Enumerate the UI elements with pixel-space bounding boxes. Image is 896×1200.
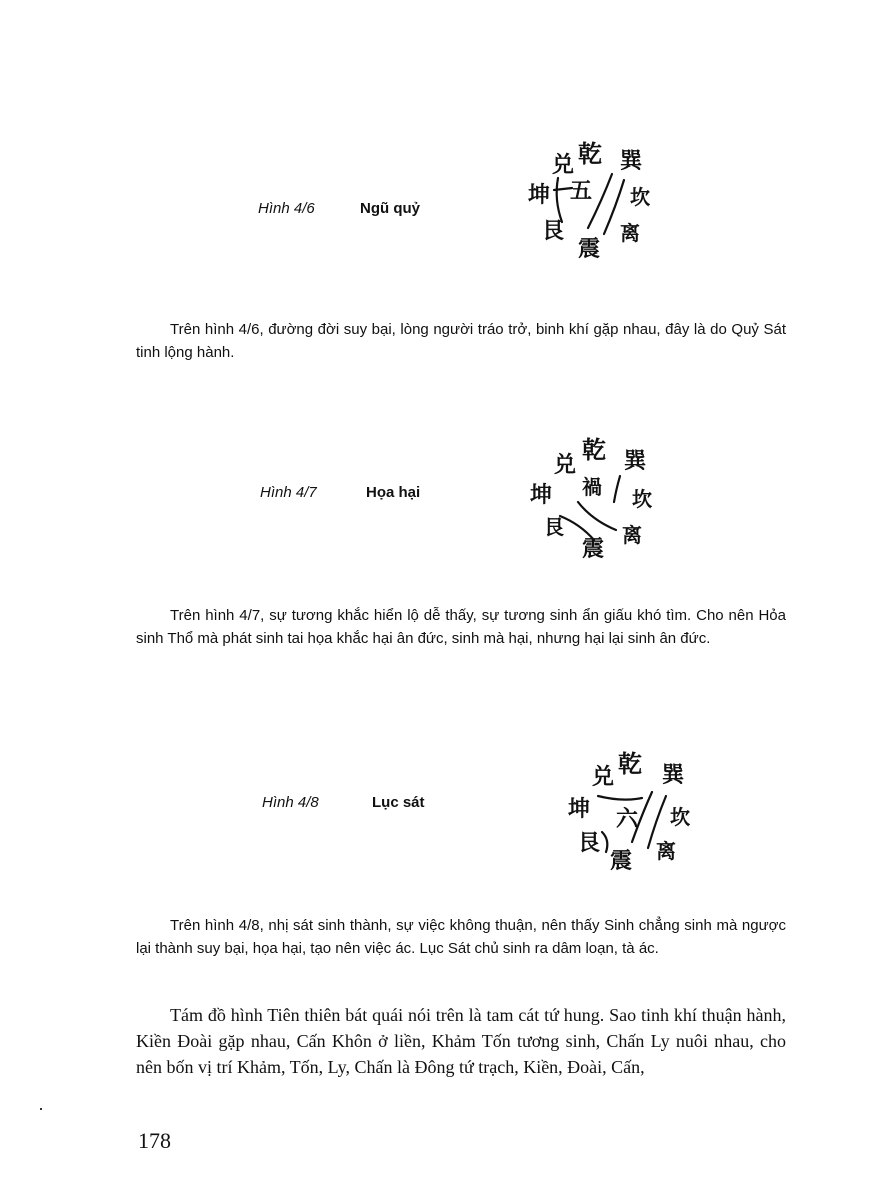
trigram-char: 离 xyxy=(620,221,640,245)
paragraph-text: Trên hình 4/6, đường đời suy bại, lòng người tráo trở, binh khí gặp nhau, đây là do Quỷ Sát tinh lộng hành. xyxy=(136,321,786,361)
trigram-char: 艮 xyxy=(578,830,601,856)
trigram-char: 兑 xyxy=(554,452,577,478)
trigram-char: 乾 xyxy=(578,139,602,168)
trigram-char: 兑 xyxy=(552,152,575,178)
scan-speck xyxy=(40,1108,42,1110)
figure-caption-4-6 xyxy=(258,200,420,217)
trigram-char: 艮 xyxy=(544,515,564,539)
bagua-diagram-4-7 xyxy=(520,428,670,568)
trigram-char: 乾 xyxy=(582,435,606,464)
trigram-char: 兑 xyxy=(592,764,615,790)
trigram-char: 震 xyxy=(610,848,633,874)
trigram-char: 巽 xyxy=(620,148,643,174)
figure-label: Hình 4/6 xyxy=(258,200,315,217)
figure-title: Ngũ quỷ xyxy=(360,200,420,217)
paragraph-text: Tám đồ hình Tiên thiên bát quái nói trên là tam cát tứ hung. Sao tinh khí thuận hành, Kiền Đoài gặp nhau, Cấn Khôn ở liền, Khảm Tốn tương sinh, Chấn Ly nuôi nhau, cho nên bốn vị trí Khảm, Tốn, Ly, Chấn là Đông tứ trạch, Kiền, Đoài, Cấn, xyxy=(136,1005,786,1077)
trigram-char: 坤 xyxy=(528,182,551,208)
figure-title: Lục sát xyxy=(372,794,425,811)
paragraph-1 xyxy=(136,318,786,364)
center-char: 五 xyxy=(570,178,593,204)
trigram-char: 离 xyxy=(622,523,642,547)
paragraph-text: Trên hình 4/7, sự tương khắc hiển lộ dễ thấy, sự tương sinh ẩn giấu khó tìm. Cho nên Hỏa sinh Thổ mà phát sinh tai họa khắc hại ân đức, sinh mà hại, nhưng hại lại sinh ân đức. xyxy=(136,607,786,647)
paragraph-4 xyxy=(136,1002,786,1080)
figure-caption-4-7 xyxy=(260,484,421,501)
figure-label: Hình 4/8 xyxy=(262,794,319,811)
center-char: 禍 xyxy=(582,475,602,499)
paragraph-2 xyxy=(136,604,786,650)
trigram-char: 震 xyxy=(582,536,605,562)
trigram-char: 坎 xyxy=(670,805,690,829)
trigram-char: 巽 xyxy=(662,762,685,788)
trigram-char: 乾 xyxy=(618,749,642,778)
trigram-char: 坤 xyxy=(530,482,553,508)
bagua-diagram-4-6 xyxy=(520,130,670,270)
trigram-char: 坎 xyxy=(632,487,652,511)
bagua-diagram-4-8 xyxy=(562,740,712,880)
figure-label: Hình 4/7 xyxy=(260,484,317,501)
paragraph-3 xyxy=(136,914,786,960)
page-number: 178 xyxy=(138,1128,171,1153)
trigram-char: 离 xyxy=(656,839,676,863)
trigram-char: 震 xyxy=(578,236,601,262)
trigram-char: 艮 xyxy=(542,218,565,244)
figure-title: Họa hại xyxy=(366,484,421,501)
trigram-char: 坤 xyxy=(568,796,591,822)
paragraph-text: Trên hình 4/8, nhị sát sinh thành, sự việc không thuận, nên thấy Sinh chẳng sinh mà ngược lại thành suy bại, họa hại, tạo nên việc ác. Lục Sát chủ sinh ra dâm loạn, tà ác. xyxy=(136,917,786,957)
trigram-char: 巽 xyxy=(624,448,647,474)
center-char: 六 xyxy=(616,806,639,832)
trigram-char: 坎 xyxy=(630,185,650,209)
figure-caption-4-8 xyxy=(262,794,425,811)
